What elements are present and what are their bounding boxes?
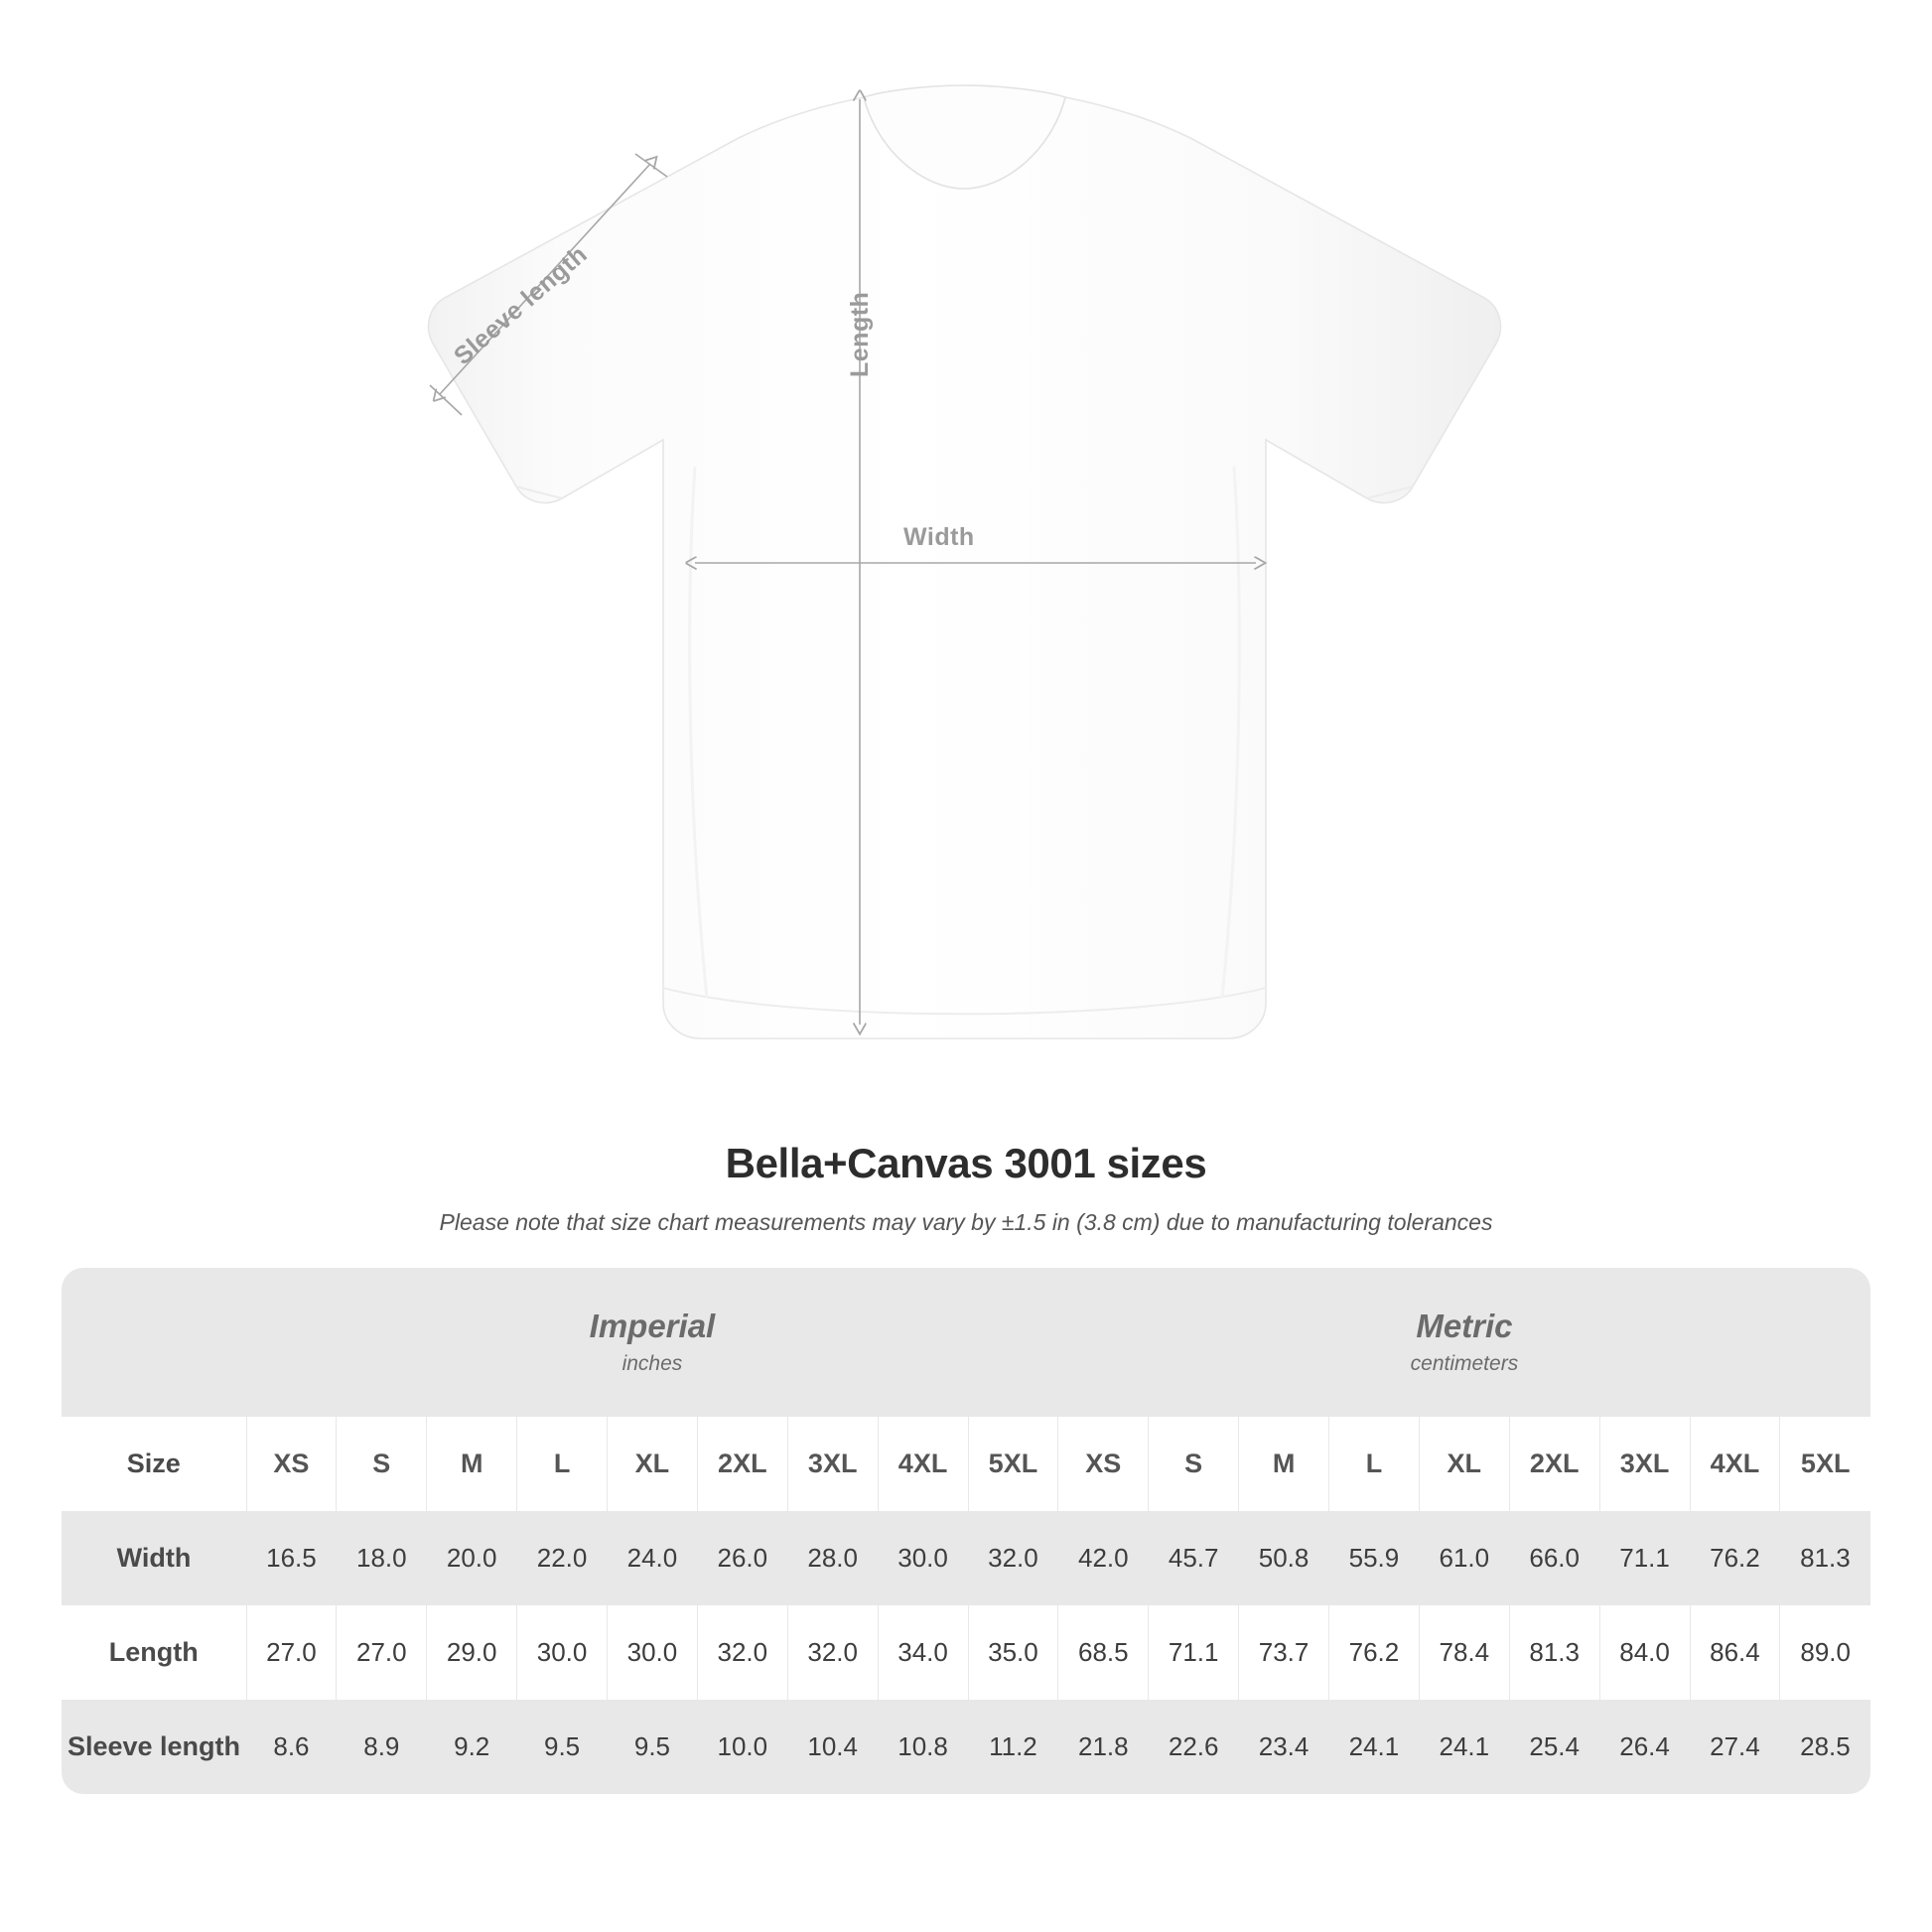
measurement-cell: 81.3 xyxy=(1780,1511,1870,1605)
measurement-cell: 76.2 xyxy=(1329,1605,1420,1700)
measurement-cell: 23.4 xyxy=(1239,1700,1329,1794)
measurement-cell: 66.0 xyxy=(1509,1511,1599,1605)
size-cell: M xyxy=(1239,1417,1329,1511)
size-table xyxy=(62,1268,1870,1794)
unit-cell-imperial xyxy=(246,1268,1058,1417)
measurement-cell: 68.5 xyxy=(1058,1605,1149,1700)
measurement-cell: 26.0 xyxy=(697,1511,787,1605)
size-cell: M xyxy=(427,1417,517,1511)
measurement-cell: 8.6 xyxy=(246,1700,337,1794)
row-label-length: Length xyxy=(62,1605,246,1700)
measurement-cell: 28.0 xyxy=(787,1511,878,1605)
unit-cell-metric xyxy=(1058,1268,1870,1417)
size-cell: 2XL xyxy=(1509,1417,1599,1511)
tolerance-note: Please note that size chart measurements may vary by ±1.5 in (3.8 cm) due to manufacturing tolerances xyxy=(439,1209,1493,1235)
measurement-cell: 89.0 xyxy=(1780,1605,1870,1700)
measurement-cell: 42.0 xyxy=(1058,1511,1149,1605)
measurement-cell: 24.1 xyxy=(1329,1700,1420,1794)
unit-name-metric: Metric xyxy=(1416,1307,1513,1344)
unit-sub-metric: centimeters xyxy=(1410,1352,1519,1376)
measurement-cell: 73.7 xyxy=(1239,1605,1329,1700)
shirt-shape xyxy=(429,85,1501,1038)
measurement-cell: 30.0 xyxy=(517,1605,608,1700)
row-label-sleeve-length: Sleeve length xyxy=(62,1700,246,1794)
measurement-cell: 34.0 xyxy=(878,1605,968,1700)
measurement-cell: 11.2 xyxy=(968,1700,1058,1794)
measurement-cell: 29.0 xyxy=(427,1605,517,1700)
size-cell: 3XL xyxy=(1599,1417,1690,1511)
size-cell: 4XL xyxy=(878,1417,968,1511)
page-title: Bella+Canvas 3001 sizes xyxy=(725,1140,1207,1186)
measurement-cell: 9.2 xyxy=(427,1700,517,1794)
measurement-cell: 28.5 xyxy=(1780,1700,1870,1794)
size-cell: S xyxy=(337,1417,427,1511)
measurement-cell: 22.6 xyxy=(1149,1700,1239,1794)
size-cell: XL xyxy=(1419,1417,1509,1511)
measurement-cell: 27.0 xyxy=(246,1605,337,1700)
measurement-cell: 25.4 xyxy=(1509,1700,1599,1794)
measurement-cell: 10.8 xyxy=(878,1700,968,1794)
measurement-cell: 26.4 xyxy=(1599,1700,1690,1794)
size-cell: 2XL xyxy=(697,1417,787,1511)
measurement-cell: 32.0 xyxy=(787,1605,878,1700)
measurement-cell: 71.1 xyxy=(1149,1605,1239,1700)
width-label: Width xyxy=(903,523,975,551)
size-cell: 5XL xyxy=(1780,1417,1870,1511)
size-cell: L xyxy=(517,1417,608,1511)
measurement-cell: 9.5 xyxy=(608,1700,698,1794)
size-cell: 5XL xyxy=(968,1417,1058,1511)
size-cell: 3XL xyxy=(787,1417,878,1511)
measurement-cell: 35.0 xyxy=(968,1605,1058,1700)
measurement-cell: 27.0 xyxy=(337,1605,427,1700)
measurement-cell: 9.5 xyxy=(517,1700,608,1794)
measurement-cell: 10.4 xyxy=(787,1700,878,1794)
measurement-cell: 20.0 xyxy=(427,1511,517,1605)
size-header-cell: Size xyxy=(62,1417,246,1511)
measurement-cell: 86.4 xyxy=(1690,1605,1780,1700)
measurement-cell: 32.0 xyxy=(697,1605,787,1700)
unit-spacer-cell xyxy=(62,1268,246,1417)
measurement-cell: 76.2 xyxy=(1690,1511,1780,1605)
table-row xyxy=(62,1511,1870,1605)
measurement-cell: 21.8 xyxy=(1058,1700,1149,1794)
measurement-cell: 24.0 xyxy=(608,1511,698,1605)
measurement-cell: 32.0 xyxy=(968,1511,1058,1605)
measurement-cell: 81.3 xyxy=(1509,1605,1599,1700)
size-cell: S xyxy=(1149,1417,1239,1511)
measurement-cell: 50.8 xyxy=(1239,1511,1329,1605)
table-row xyxy=(62,1700,1870,1794)
measurement-cell: 16.5 xyxy=(246,1511,337,1605)
measurement-cell: 27.4 xyxy=(1690,1700,1780,1794)
row-label-width: Width xyxy=(62,1511,246,1605)
table-row xyxy=(62,1605,1870,1700)
measurement-cell: 8.9 xyxy=(337,1700,427,1794)
measurement-cell: 55.9 xyxy=(1329,1511,1420,1605)
measurement-cell: 71.1 xyxy=(1599,1511,1690,1605)
measurement-cell: 84.0 xyxy=(1599,1605,1690,1700)
measurement-cell: 45.7 xyxy=(1149,1511,1239,1605)
measurement-cell: 30.0 xyxy=(878,1511,968,1605)
measurement-cell: 10.0 xyxy=(697,1700,787,1794)
measurement-cell: 22.0 xyxy=(517,1511,608,1605)
size-cell: L xyxy=(1329,1417,1420,1511)
measurement-cell: 61.0 xyxy=(1419,1511,1509,1605)
size-cell: XS xyxy=(246,1417,337,1511)
size-cell: XL xyxy=(608,1417,698,1511)
unit-name-imperial: Imperial xyxy=(589,1307,716,1344)
measurement-cell: 78.4 xyxy=(1419,1605,1509,1700)
size-cell: 4XL xyxy=(1690,1417,1780,1511)
size-header-row xyxy=(62,1417,1870,1511)
chart-heading xyxy=(0,1140,1932,1236)
sleeve-length-label: Sleeve length xyxy=(449,239,593,371)
measurement-cell: 24.1 xyxy=(1419,1700,1509,1794)
unit-sub-imperial: inches xyxy=(621,1352,683,1376)
size-table-wrapper xyxy=(62,1268,1870,1794)
length-label: Length xyxy=(846,291,874,377)
measurement-cell: 18.0 xyxy=(337,1511,427,1605)
size-cell: XS xyxy=(1058,1417,1149,1511)
unit-header-row xyxy=(62,1268,1870,1417)
measurement-cell: 30.0 xyxy=(608,1605,698,1700)
